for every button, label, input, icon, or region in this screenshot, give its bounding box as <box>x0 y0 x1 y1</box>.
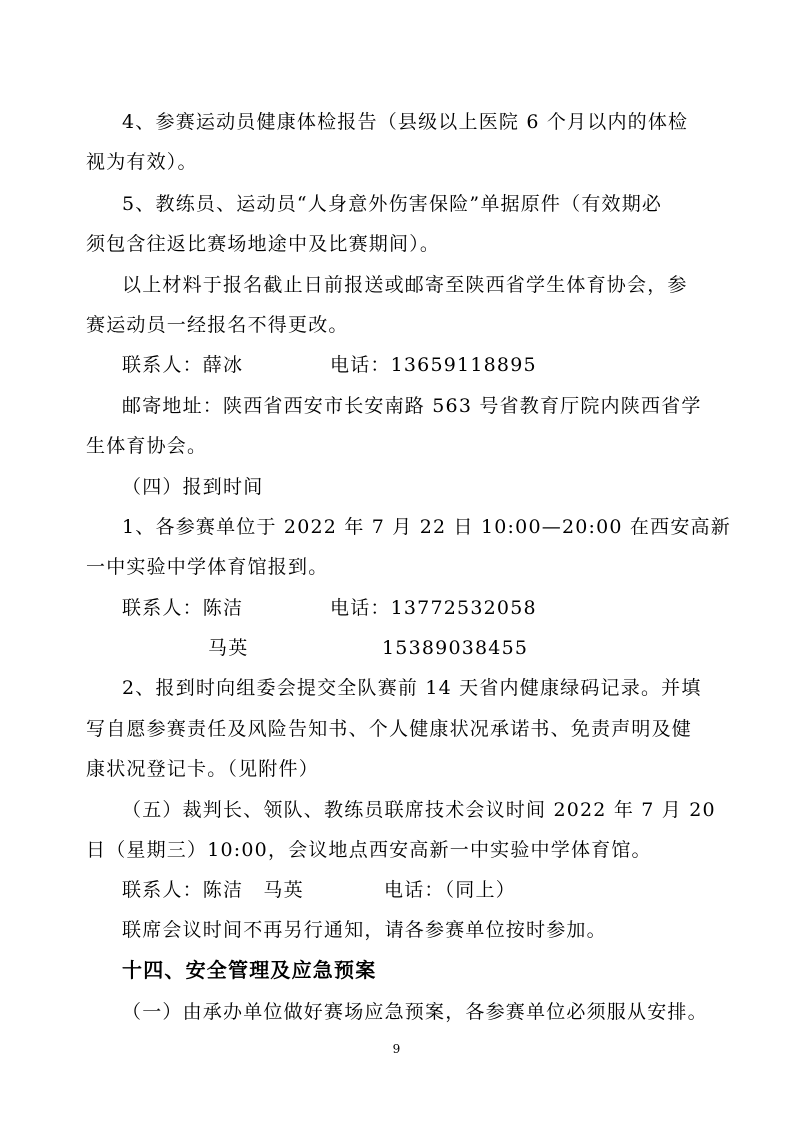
contact-person: 联系人：陈洁 <box>122 597 244 619</box>
paragraph-line: 日（星期三）10:00，会议地点西安高新一中实验中学体育馆。 <box>86 839 652 861</box>
paragraph-line: 5、教练员、运动员“人身意外伤害保险”单据原件（有效期必 <box>122 193 663 215</box>
paragraph-line: 2、报到时向组委会提交全队赛前 14 天省内健康绿码记录。并填 <box>122 677 702 699</box>
paragraph-line: 一中实验中学体育馆报到。 <box>86 556 329 578</box>
mailing-address: 生体育协会。 <box>86 435 208 457</box>
contact-person: 马英 <box>208 637 249 659</box>
paragraph-line: 4、参赛运动员健康体检报告（县级以上医院 6 个月以内的体检 <box>122 111 689 133</box>
paragraph-line: 写自愿参赛责任及风险告知书、个人健康状况承诺书、免责声明及健 <box>86 718 693 740</box>
contact-phone: 电话：（同上） <box>384 879 516 901</box>
paragraph-line: 赛运动员一经报名不得更改。 <box>86 314 349 336</box>
paragraph-line: （五）裁判长、领队、教练员联席技术会议时间 2022 年 7 月 20 <box>122 799 716 821</box>
contact-person: 联系人：薛冰 <box>122 354 244 376</box>
chapter-heading: 十四、安全管理及应急预案 <box>122 958 377 982</box>
contact-phone: 电话：13659118895 <box>330 354 537 376</box>
contact-person: 联系人：陈洁 马英 <box>122 879 304 901</box>
mailing-address: 邮寄地址：陕西省西安市长安南路 563 号省教育厅院内陕西省学 <box>122 395 702 417</box>
section-title: （四）报到时间 <box>122 476 264 498</box>
paragraph-line: 康状况登记卡。（见附件） <box>86 758 319 780</box>
paragraph-line: 联席会议时间不再另行通知，请各参赛单位按时参加。 <box>122 919 607 941</box>
paragraph-line: 须包含往返比赛场地途中及比赛期间）。 <box>86 233 441 255</box>
paragraph-line: 以上材料于报名截止日前报送或邮寄至陕西省学生体育协会，参 <box>122 274 688 296</box>
contact-phone: 电话：13772532058 <box>330 597 537 619</box>
page-number: 9 <box>392 1042 401 1056</box>
paragraph-line: 1、各参赛单位于 2022 年 7 月 22 日 10:00—20:00 在西安高新 <box>122 516 731 538</box>
paragraph-line: 视为有效）。 <box>86 151 198 173</box>
contact-phone: 15389038455 <box>382 637 529 659</box>
paragraph-line: （一）由承办单位做好赛场应急预案，各参赛单位必须服从安排。 <box>122 1001 708 1023</box>
